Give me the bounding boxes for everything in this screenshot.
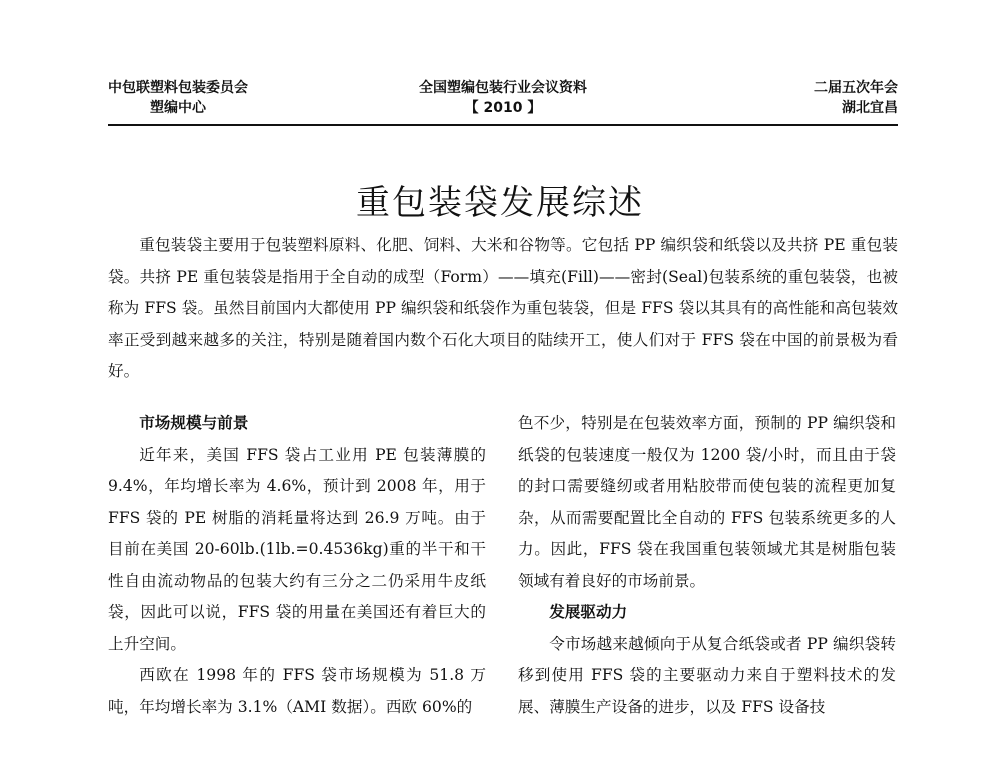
header-department: 塑编中心 <box>150 100 206 116</box>
header-right <box>814 78 898 118</box>
header-organization: 中包联塑料包装委员会 <box>108 80 248 96</box>
document-title: 重包装袋发展综述 <box>356 182 644 223</box>
paragraph-continuation: 色不少，特别是在包装效率方面，预制的 PP 编织袋和纸袋的包装速度一般仅为 1200 袋/小时，而且由于袋的封口需要缝纫或者用粘胶带而使包装的流程更加复杂，从而需要配置比全自动的 FFS 包装系统更多的人力。因此，FFS 袋在我国重包装领域尤其是树脂包装领域有着良好的市场前景。 <box>518 414 896 590</box>
right-column <box>518 408 896 723</box>
header-location: 湖北宜昌 <box>842 100 898 116</box>
header-left <box>108 78 248 118</box>
paragraph-us-market: 近年来，美国 FFS 袋占工业用 PE 包装薄膜的 9.4%，年均增长率为 4.6%，预计到 2008 年，用于 FFS 袋的 PE 树脂的消耗量将达到 26.9 万吨。由于目前在美国 20-60lb.(1lb.=0.4536kg)重的半干和干性自由流动物品的包装大约有三分之二仍采用牛皮纸袋，因此可以说，FFS 袋的用量在美国还有着巨大的上升空间。 <box>108 445 486 653</box>
header-center <box>378 78 628 118</box>
header-conference-title: 全国塑编包装行业会议资料 <box>419 80 587 96</box>
paragraph-drivers: 令市场越来越倾向于从复合纸袋或者 PP 编织袋转移到使用 FFS 袋的主要驱动力来自于塑料技术的发展、薄膜生产设备的进步，以及 FFS 设备技 <box>518 634 896 716</box>
page-header <box>108 78 898 122</box>
section-heading-market: 市场规模与前景 <box>139 414 249 432</box>
header-divider <box>108 124 898 126</box>
intro-paragraph: 重包装袋主要用于包装塑料原料、化肥、饲料、大米和谷物等。它包括 PP 编织袋和纸袋以及共挤 PE 重包装袋。共挤 PE 重包装袋是指用于全自动的成型（Form）——填充(Fill)——密封(Seal)包装系统的重包装袋，也被称为 FFS 袋。虽然目前国内大都使用 PP 编织袋和纸袋作为重包装袋，但是 FFS 袋以其具有的高性能和高包装效率正受到越来越多的关注，特别是随着国内数个石化大项目的陆续开工，使人们对于 FFS 袋在中国的前景极为看好。 <box>108 236 898 380</box>
paragraph-europe-market: 西欧在 1998 年的 FFS 袋市场规模为 51.8 万吨，年均增长率为 3.1%（AMI 数据）。西欧 60%的 <box>108 666 486 716</box>
section-heading-drivers: 发展驱动力 <box>549 603 628 621</box>
header-year: 【 2010 】 <box>464 100 542 116</box>
left-column <box>108 408 486 723</box>
header-session: 二届五次年会 <box>814 80 898 96</box>
